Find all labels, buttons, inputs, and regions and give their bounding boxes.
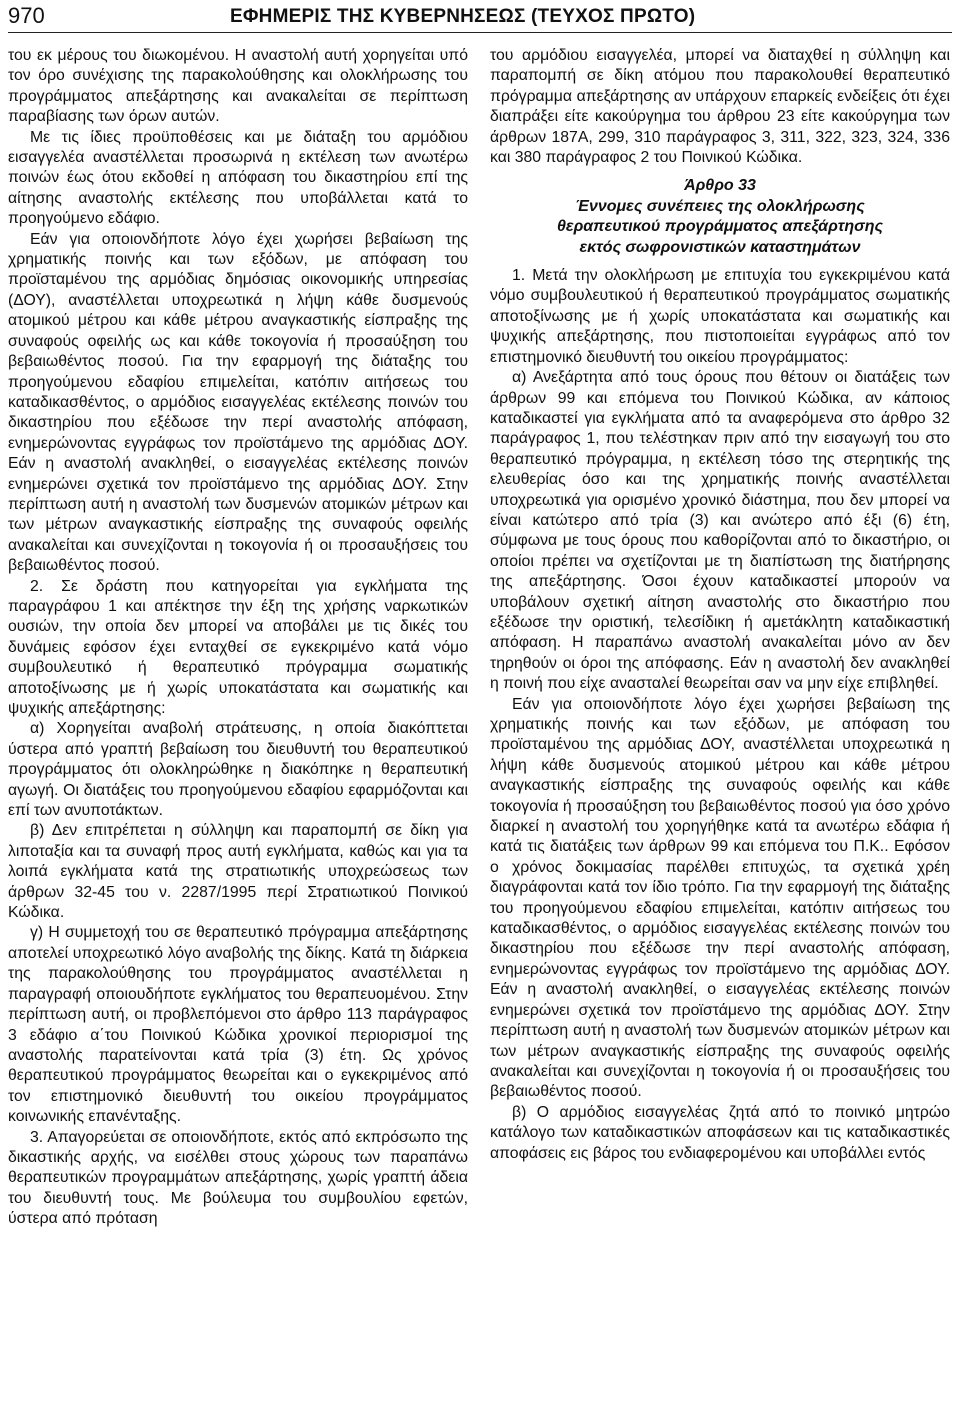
page-number: 970: [8, 3, 45, 28]
paragraph: Με τις ίδιες προϋποθέσεις και με διάταξη του αρμόδιου εισαγγελέα αναστέλλεται προσωρινά η εκτέλεση των ανωτέρω ποινών έως ότου εκδοθεί η απόφαση του δικαστηρίου επί της αίτησης αναστολής εκτέλεσης που υποβάλλεται κατά το προηγούμενο εδάφιο.: [8, 128, 468, 228]
paragraph: 2. Σε δράστη που κατηγορείται για εγκλήματα της παραγράφου 1 και απέκτησε την έξη της χρήσης ναρκωτικών ουσιών, την οποία δεν μπορεί να αποβάλει με τις δικές του δυνάμεις εφόσον έχει ενταχθεί σε εγκεκριμένο κατά νόμο συμβουλευτικό ή θεραπευτικό πρόγραμμα σωματικής αποτοξίνωσης με ή χωρίς υποκατάστατα και σωματικής και ψυχικής απεξάρτησης:: [8, 577, 468, 717]
page-header: [0, 0, 960, 34]
paragraph: γ) Η συμμετοχή του σε θεραπευτικό πρόγραμμα απεξάρτησης αποτελεί υποχρεωτικό λόγο αναβολής της δίκης. Κατά τη διάρκεια της παρακολούθησης του προγράμματος αναστέλλεται η παραγραφή οποιουδήποτε εγκλήματος του θεραπευομένου. Στην περίπτωση αυτή, οι προβλεπόμενοι στο άρθρο 113 παράγραφος 3 εδάφιο α΄του Ποινικού Κώδικα χρονικοί περιορισμοί της αναστολής παρατείνονται κατά τρία (3) έτη. Ως χρόνος θεραπευτικού προγράμματος θεωρείται και ο εγκεκριμένος από τον επιστημονικό διευθυντή του οικείου προγράμματος κοινωνικής επανένταξης.: [8, 924, 468, 1126]
paragraph: 1. Μετά την ολοκλήρωση με επιτυχία του εγκεκριμένου κατά νόμο συμβουλευτικού ή θεραπευτικού προγράμματος σωματικής αποτοξίνωσης με ή χωρίς υποκατάστατα και σωματικής και ψυχικής απεξάρτησης, που πιστοποιείται εγγράφως από τον επιστημονικό διευθυντή του οικείου προγράμματος:: [490, 267, 950, 366]
running-head: ΕΦΗΜΕΡΙΣ ΤΗΣ ΚΥΒΕΡΝΗΣΕΩΣ (ΤΕΥΧΟΣ ΠΡΩΤΟ): [230, 6, 696, 27]
left-column: [8, 46, 468, 1230]
right-column: [490, 46, 950, 1164]
paragraph: Εάν για οποιονδήποτε λόγο έχει χωρήσει βεβαίωση της χρηματικής ποινής και των εξόδων, με απόφαση του προϊσταμένου της αρμόδιας δημόσιας οικονομικής υπηρεσίας (ΔΟΥ), αναστέλλεται υποχρεωτικά η λήψη κάθε δυσμενούς ατομικού μέτρου και κάθε μέτρου αναγκαστικής είσπραξης της συναφούς οφειλής ως και κάθε τοκογονία ή προσαύξηση του βεβαιωθέντος ποσού. Για την εφαρμογή της διάταξης του προηγούμενου εδαφίου επιμελείται, κατόπιν αιτήσεως του καταδικασθέντος, ο αρμόδιος εισαγγελέας εκτέλεσης ποινών του δικαστηρίου που εξέδωσε την περί αναστολής απόφαση, ενημερώνοντας εγγράφως τον προϊστάμενο της αρμόδιας ΔΟΥ. Εάν η αναστολή ανακληθεί, ο εισαγγελέας εκτέλεσης ποινών ενημερώνει σχετικά τον προϊστάμενο της αρμόδιας ΔΟΥ. Στην περίπτωση αυτή η αναστολή των δυσμενών ατομικών μέτρων και των μέτρων αναγκαστικής είσπραξης της συναφούς οφειλής ανακαλείται και συνεχίζονται η τοκογονία ή οι προσαυξήσεις του βεβαιωθέντος ποσού.: [8, 230, 468, 575]
paragraph: του αρμόδιου εισαγγελέα, μπορεί να διαταχθεί η σύλληψη και παραπομπή σε δίκη ατόμου που παρακολουθεί θεραπευτικό πρόγραμμα απεξάρτησης αν υπάρχουν επαρκείς ενδείξεις ότι έχει διαπράξει είτε κακούργημα του άρθρου 23 είτε κακούργημα των άρθρων 187Α, 299, 310 παράγραφος 3, 311, 322, 323, 324, 336 και 380 παράγραφος 2 του Ποινικού Κώδικα.: [490, 47, 950, 167]
paragraph: β) Δεν επιτρέπεται η σύλληψη και παραπομπή σε δίκη για λιποταξία και τα συναφή προς αυτή εγκλήματα, καθώς και για τα λοιπά εγκλήματα κατά της στρατιωτικής υποχρεώσεως των άρθρων 32-45 του ν. 2287/1995 περί Στρατιωτικού Ποινικού Κώδικα.: [8, 822, 468, 922]
header-rule: [8, 32, 952, 33]
paragraph: του εκ μέρους του διωκομένου. Η αναστολή αυτή χορηγείται υπό τον όρο συνέχισης της παρακολούθησης και ολοκλήρωσης του προγράμματος απεξάρτησης και ανακαλείται σε περίπτωση παραβίασης των όρων αυτών.: [8, 47, 468, 126]
article-title-line: Έννομες συνέπειες της ολοκλήρωσης: [575, 197, 865, 215]
paragraph: α) Ανεξάρτητα από τους όρους που θέτουν οι διατάξεις των άρθρων 99 και επόμενα του Ποινικού Κώδικα, αν κάποιος καταδικαστεί για εγκλήματα από τα αναφερόμενα στο άρθρο 32 παράγραφος 1, που τελέστηκαν πριν από την εισαγωγή του στο θεραπευτικό πρόγραμμα, η εκτέλεση τόσο της στερητικής της ελευθερίας όσο και της χρηματικής ποινής αναστέλλεται υποχρεωτικά για ορισμένο χρονικό διάστημα, που δεν μπορεί να είναι κατώτερο από τρία (3) και ανώτερο από έξι (6) έτη, σύμφωνα με τους όρους που καθορίζονται από το δικαστήριο, οι οποίοι πρέπει να σχετίζονται με τη διαπίστωση της διατήρησης της απεξάρτησης. Όσοι έχουν καταδικαστεί μπορούν να υποβάλουν σχετική αίτηση αναστολής στο δικαστήριο που εξέδωσε την οριστική, τελεσίδικη ή αμετάκλητη καταδικαστική απόφαση. Η παραπάνω αναστολή ανακαλείται μόνο αν δεν τηρηθούν οι όροι της απόφασης. Εάν η αναστολή δεν ανακληθεί η ποινή που είχε ανασταλεί θεωρείται σαν να μην είχε επιβληθεί.: [490, 369, 950, 693]
article-title-line: θεραπευτικού προγράμματος απεξάρτησης: [556, 218, 884, 236]
article-heading: [490, 176, 950, 258]
paragraph: 3. Απαγορεύεται σε οποιονδήποτε, εκτός από εκπρόσωπο της δικαστικής αρχής, να εισέλθει στους χώρους των παραπάνω θεραπευτικών προγραμμάτων απεξάρτησης, χωρίς γραπτή άδεια του διευθυντή τους. Με βούλευμα του συμβουλίου εφετών, ύστερα από πρόταση: [8, 1128, 468, 1228]
article-number: Άρθρο 33: [684, 177, 756, 195]
paragraph: β) Ο αρμόδιος εισαγγελέας ζητά από το ποινικό μητρώο κατάλογο των καταδικαστικών αποφάσεων και τις καταδικαστικές αποφάσεις εις βάρος του ενδιαφερομένου και υποβάλλει εντός: [490, 1103, 950, 1162]
article-title-line: εκτός σωφρονιστικών καταστημάτων: [579, 238, 861, 256]
paragraph: α) Χορηγείται αναβολή στράτευσης, η οποία διακόπτεται ύστερα από γραπτή βεβαίωση του διευθυντή του θεραπευτικού προγράμματος ότι ολοκληρώθηκε η διακόπηκε η θεραπευτική αγωγή. Οι διατάξεις του προηγούμενου εδαφίου εφαρμόζονται και επί των ανυποτάκτων.: [8, 720, 468, 820]
paragraph: Εάν για οποιονδήποτε λόγο έχει χωρήσει βεβαίωση της χρηματικής ποινής και των εξόδων, με απόφαση του προϊσταμένου της αρμόδιας ΔΟΥ, αναστέλλεται υποχρεωτικά η λήψη κάθε δυσμενούς ατομικού μέτρου και κάθε μέτρου αναγκαστικής είσπραξης της συναφούς οφειλής και κάθε τοκογονία ή προσαύξηση του βεβαιωθέντος ποσού για όσο χρόνο διαρκεί η αναστολή του χορηγήθηκε κατά τα ανωτέρω εδάφια ή κατά τις διατάξεις των άρθρων 99 και επόμενα του Π.Κ.. Εφόσον ο χρόνος δοκιμασίας παρέλθει επιτυχώς, τα σχετικά χρέη διαγράφονται κατά τον ίδιο τρόπο. Για την εφαρμογή της διάταξης του προηγούμενου εδαφίου επιμελείται, κατόπιν αιτήσεως του καταδικασθέντος, ο αρμόδιος εισαγγελέας εκτέλεσης ποινών του δικαστηρίου που εξέδωσε την περί αναστολής απόφαση, ενημερώνοντας εγγράφως τον προϊστάμενο της αρμόδιας ΔΟΥ. Εάν η αναστολή ανακληθεί, ο εισαγγελέας εκτέλεσης ποινών ενημερώνει σχετικά τον προϊστάμενο της αρμόδιας ΔΟΥ. Στην περίπτωση αυτή η αναστολή των δυσμενών ατομικών μέτρων και των μέτρων αναγκαστικής είσπραξης της συναφούς οφειλής ανακαλείται και συνεχίζονται η τοκογονία ή οι προσαυξήσεις του βεβαιωθέντος ποσού.: [490, 695, 951, 1101]
